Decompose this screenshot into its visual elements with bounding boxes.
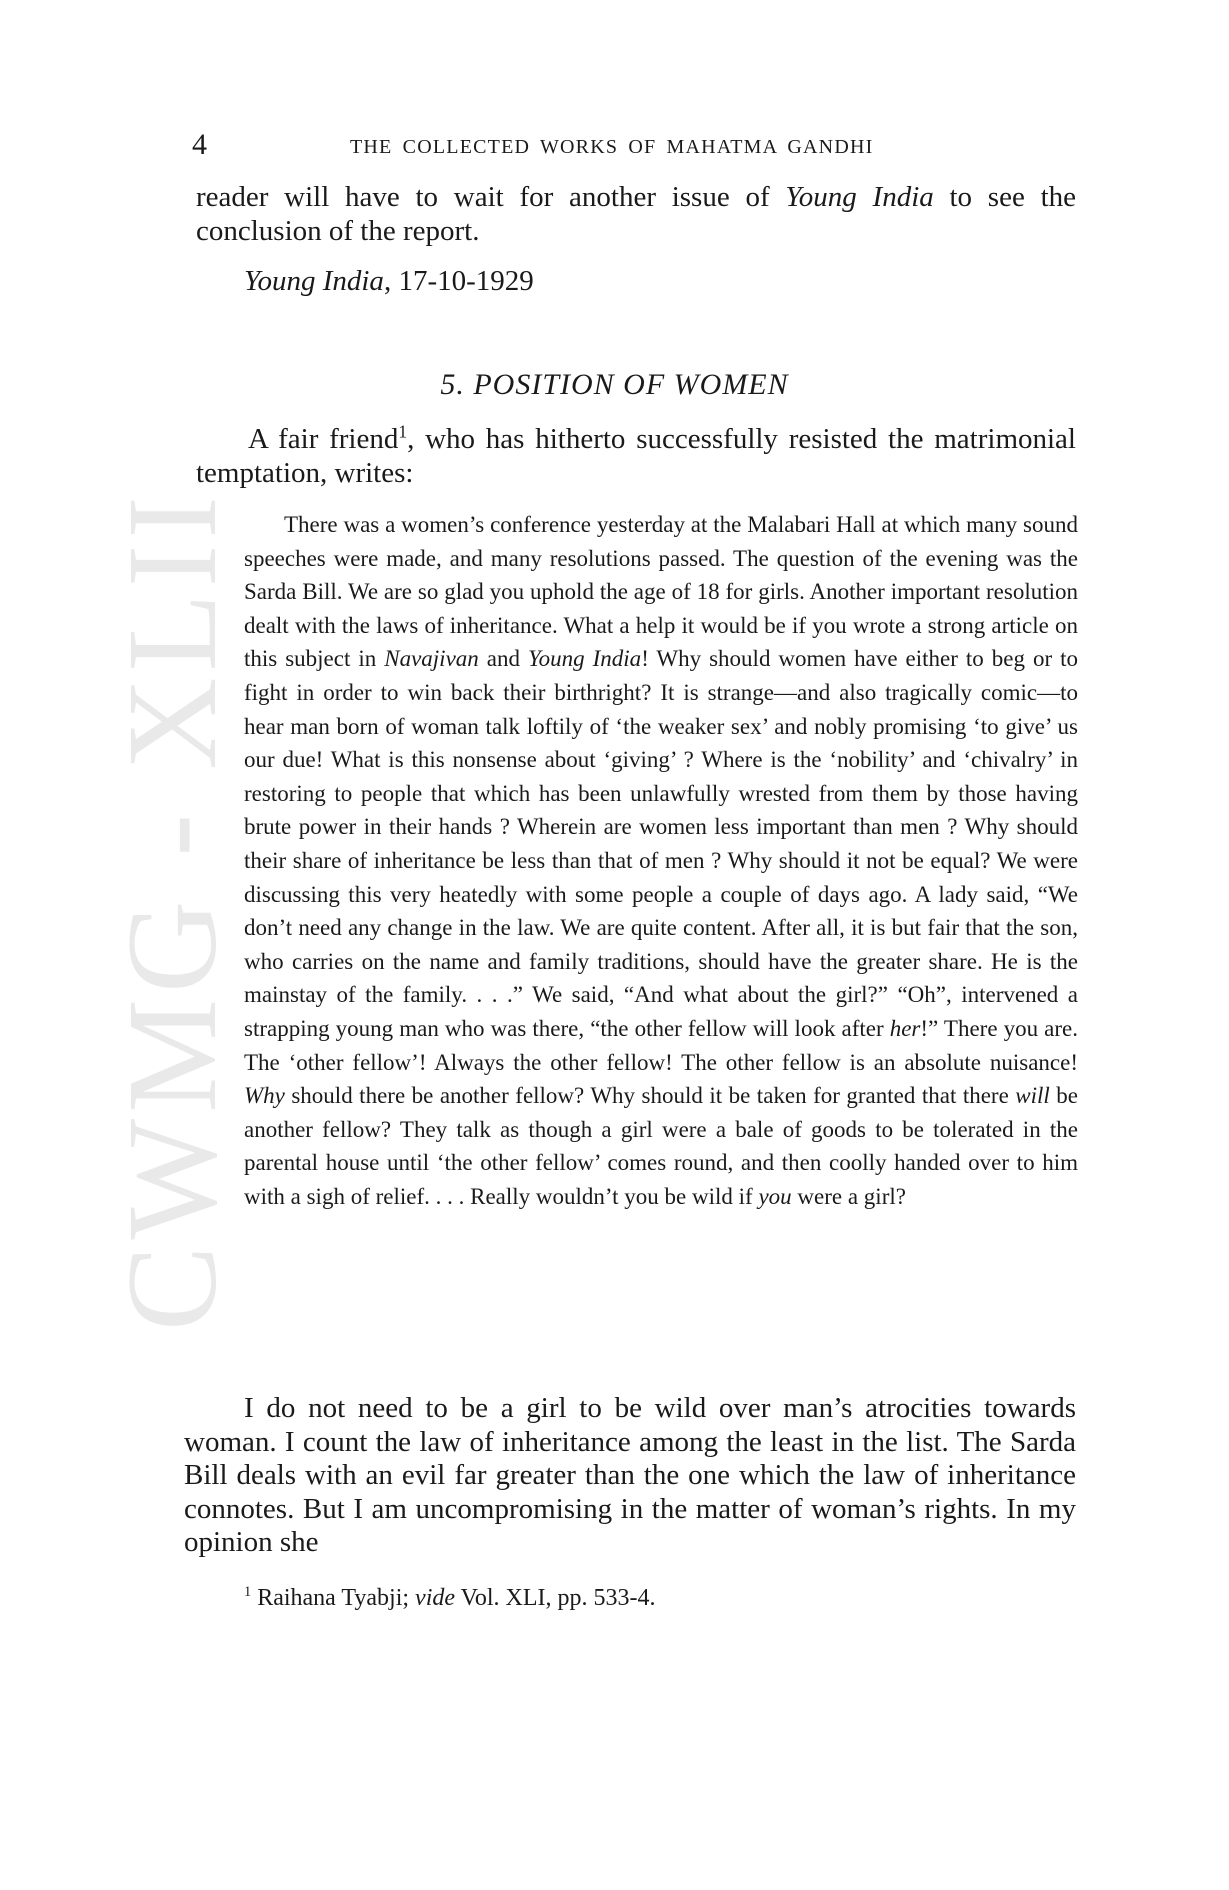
quote-text: and xyxy=(478,646,528,672)
lead-paragraph xyxy=(196,180,1076,248)
block-quote xyxy=(244,508,1078,1213)
article-title: 5. POSITION OF WOMEN xyxy=(440,368,789,401)
watermark xyxy=(100,420,243,1400)
footnote-text-end: Vol. XLI, pp. 533-4. xyxy=(455,1585,656,1611)
intro-paragraph xyxy=(196,422,1076,490)
quote-italic: Young India xyxy=(527,646,642,672)
source-publication: Young India xyxy=(244,265,384,297)
quote-text: There was a women’s conference yesterday at the Malabari Hall at which many sound speeches were made, and many resolutions passed. The question of the evening was the Sarda Bill. We are so glad you uphold the age of 18 for girls. Another important resolution dealt with the laws of inheritance. What a help it would be if you wrote a strong article on this subject in xyxy=(244,512,1078,672)
running-head: THE COLLECTED WORKS OF MAHATMA GANDHI xyxy=(350,136,874,158)
intro-text: A fair friend xyxy=(248,423,399,455)
quote-italic: will xyxy=(1015,1083,1050,1109)
lead-publication: Young India xyxy=(785,181,934,213)
source-line xyxy=(244,264,534,298)
footnote-italic: vide xyxy=(415,1585,456,1611)
page-number: 4 xyxy=(192,128,207,161)
watermark-text: CWMG - XLII xyxy=(100,489,243,1331)
footnote xyxy=(244,1585,655,1612)
lead-text: reader will have to wait for another issue of xyxy=(196,181,786,213)
quote-text: !” There you are. The ‘other fellow’! Always the other fellow! The other fellow is an absolute nuisance! xyxy=(244,1015,1078,1075)
quote-text: ! Why should women have either to beg or to fight in order to win back their birthright? It is strange—and also tragically comic—to hear man born of woman talk loftily of ‘the weaker sex’ and nobly promising ‘to give’ us our due! What is this nonsense about ‘giving’ ? Where is the ‘nobility’ and ‘chivalry’ in restoring to people that which has been unlawfully wrested from them by those having brute power in their hands ? Wherein are women less important than men ? Why should their share of inheritance be less than that of men ? Why should it not be equal? We were discussing this very heatedly with some people a couple of days ago. A lady said, “We don’t need any change in the law. We are quite content. After all, it is but fair that the son, who carries on the name and family traditions, should have the greater share. He is the mainstay of the family. . . .” We said, “And what about the girl?” “Oh”, intervened a strapping young man who was there, “the other fellow will look after xyxy=(244,646,1078,1041)
body-paragraph: I do not need to be a girl to be wild over man’s atrocities towards woman. I count the law of inheritance among the least in the list. The Sarda Bill deals with an evil far greater than the one which the law of inheritance connotes. But I am uncompromising in the matter of woman’s rights. In my opinion she xyxy=(184,1392,1076,1559)
footnote-mark: 1 xyxy=(244,1584,252,1600)
footnote-reference: 1 xyxy=(398,421,408,442)
footnote-text: Raihana Tyabji; xyxy=(251,1585,416,1611)
lead-text-end: to see the conclusion of the report. xyxy=(196,181,1076,247)
source-date: , 17-10-1929 xyxy=(383,265,534,297)
quote-italic: Why xyxy=(244,1083,285,1109)
quote-text: should there be another fellow? Why should it be taken for granted that there xyxy=(284,1083,1016,1109)
quote-text: be another fellow? They talk as though a girl were a bale of goods to be tolerated in the parental house until ‘the other fellow’ comes round, and then coolly handed over to him with a sigh of relief. . . . Really wouldn’t you be wild if xyxy=(244,1083,1078,1209)
quote-italic: you xyxy=(758,1183,792,1209)
quote-text: were a girl? xyxy=(791,1183,906,1209)
quote-italic: Navajivan xyxy=(384,646,479,672)
quote-italic: her xyxy=(889,1015,921,1041)
intro-text-end: , who has hitherto successfully resisted the matrimonial temptation, writes: xyxy=(196,423,1076,489)
